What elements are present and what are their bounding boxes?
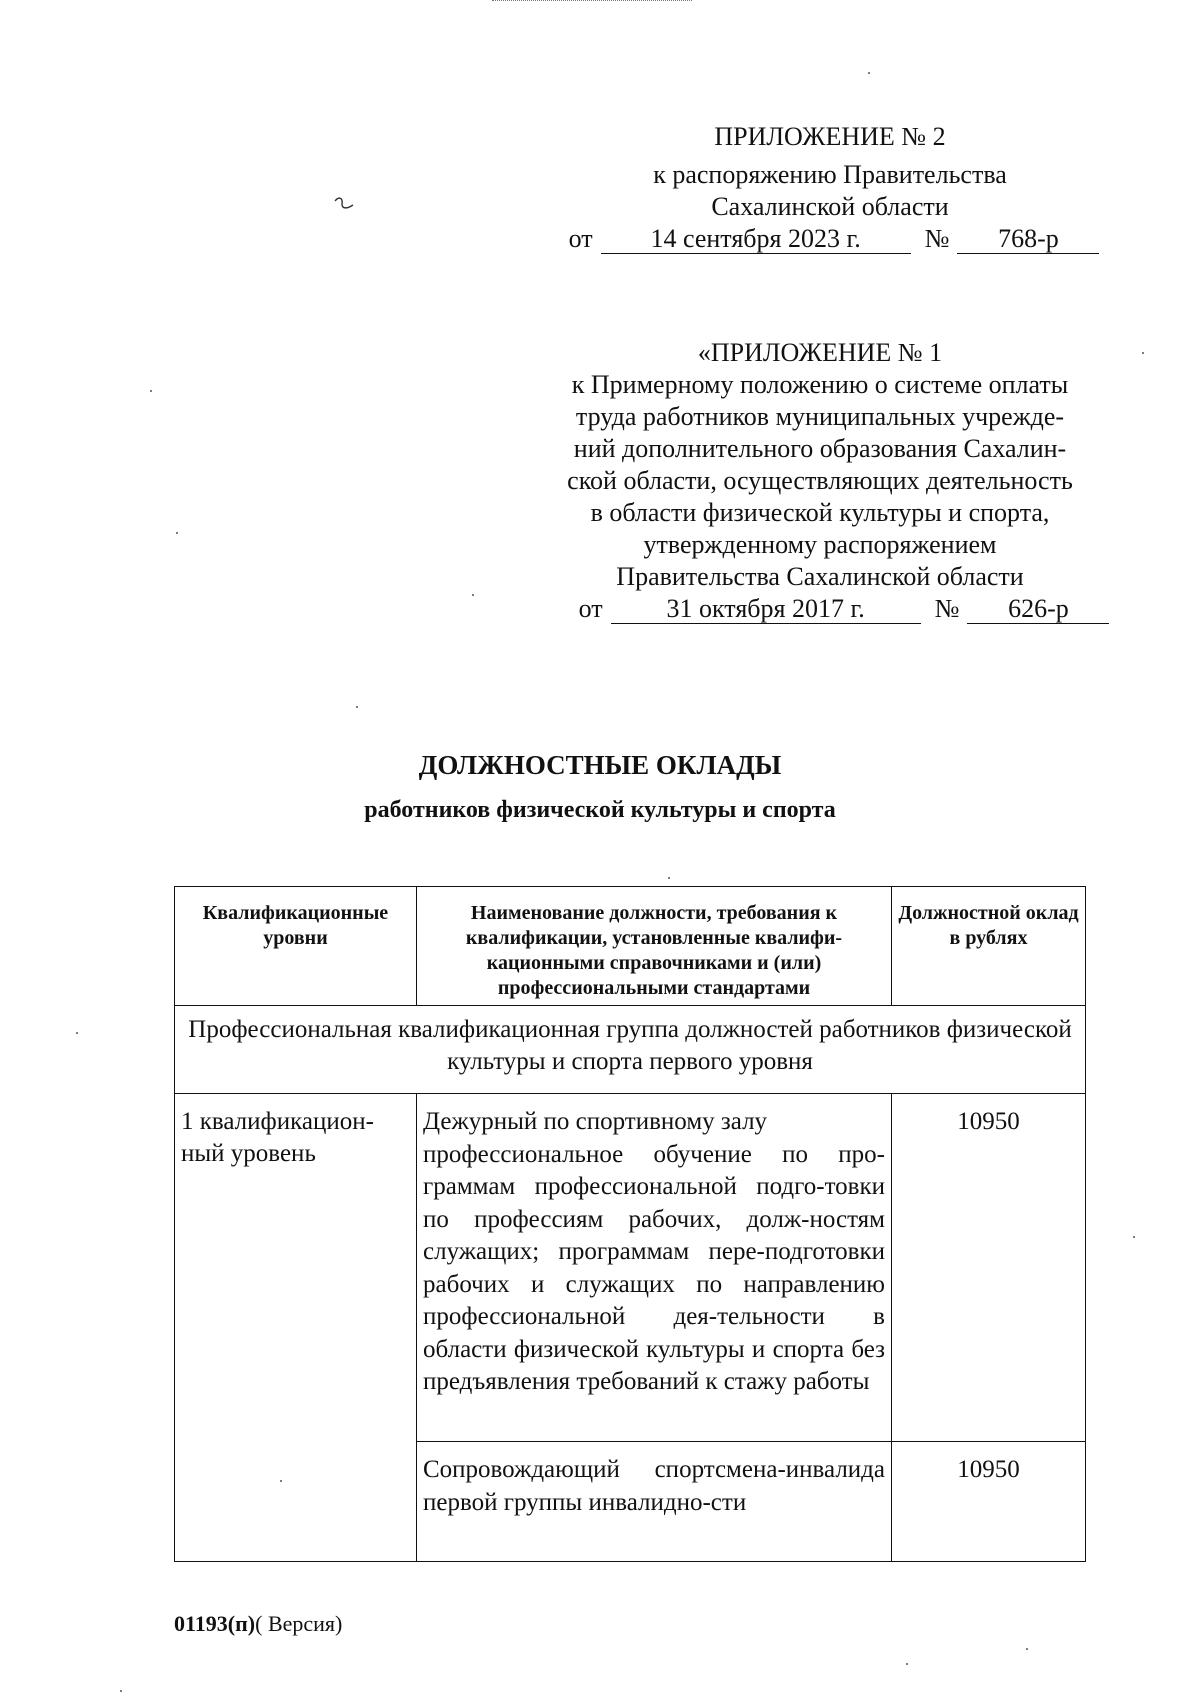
position-name: Сопровождающий спортсмена-инвалида первой группы инвалидно-сти: [423, 1456, 885, 1516]
document-code: 01193(п): [174, 1611, 256, 1636]
appendix-1-line: ской области, осуществляющих деятельность: [567, 466, 1073, 495]
scan-speck: [176, 532, 178, 534]
number-label: №: [934, 594, 960, 623]
scan-speck: [906, 1663, 908, 1665]
scan-artifact: [492, 0, 692, 3]
group-row: [175, 1006, 1086, 1094]
from-label: от: [568, 224, 593, 253]
appendix-2-reference: [530, 223, 1130, 255]
document-title: ДОЛЖНОСТНЫЕ ОКЛАДЫ: [418, 750, 782, 780]
position-description: [417, 1442, 892, 1562]
pen-mark: [333, 195, 355, 215]
salary-table: [174, 886, 1086, 1562]
table-row: [175, 1442, 1086, 1562]
document-version: ( Версия): [255, 1611, 343, 1636]
appendix-1-title: «ПРИЛОЖЕНИЕ № 1: [697, 338, 943, 367]
scan-speck: [1142, 352, 1144, 354]
column-header-levels: Квалификационные уровни: [175, 887, 417, 1006]
scan-speck: [356, 706, 358, 708]
appendix-2-date: 14 сентября 2023 г.: [601, 225, 911, 254]
group-title: Профессиональная квалификационная группа должностей работников физической культуры и спорта первого уровня: [175, 1006, 1086, 1094]
appendix-2-line: к распоряжению Правительства: [653, 160, 1007, 189]
appendix-1-reference: [550, 593, 1130, 625]
appendix-1-line: к Примерному положению о системе оплаты: [571, 370, 1069, 399]
salary-value: 10950: [892, 1094, 1086, 1442]
scan-speck: [472, 594, 474, 596]
scan-speck: [280, 1480, 282, 1482]
appendix-2-header: [530, 121, 1130, 255]
appendix-1-line: утвержденному распоряжением: [643, 530, 997, 559]
scan-speck: [1133, 1236, 1135, 1238]
appendix-2-line: Сахалинской области: [711, 192, 949, 221]
scan-speck: [668, 877, 670, 879]
column-header-salary: Должностной оклад в рублях: [892, 887, 1086, 1006]
column-header-position: Наименование должности, требования к квалификации, установленные квалифи-кационными справочниками и (или) профессиональными стандартами: [417, 887, 892, 1006]
position-name: Дежурный по спортивному залу: [423, 1108, 768, 1135]
appendix-1-line: труда работников муниципальных учрежде-: [575, 402, 1065, 431]
number-label: №: [924, 224, 950, 253]
from-label: от: [578, 594, 603, 623]
appendix-1-header: [510, 337, 1130, 625]
position-requirements: профессиональное обучение по про-граммам профессиональной подго-товки по профессиям рабочих, долж-ностям служащих; программам пере-подготовки рабочих и служащих по направлению профессиональной дея-тельности в области физической культуры и спорта без предъявления требований к стажу работы: [423, 1140, 885, 1395]
table-header-row: [175, 887, 1086, 1006]
appendix-2-number: 768-р: [957, 225, 1099, 254]
table-row: [175, 1094, 1086, 1442]
scan-speck: [76, 1032, 78, 1034]
position-description: [417, 1094, 892, 1442]
scan-speck: [868, 72, 870, 74]
appendix-1-number: 626-р: [967, 595, 1109, 624]
scan-speck: [150, 390, 152, 392]
document-footer: [174, 1610, 342, 1638]
salary-value: 10950: [892, 1442, 1086, 1562]
appendix-2-title: ПРИЛОЖЕНИЕ № 2: [714, 122, 946, 151]
appendix-1-line: в области физической культуры и спорта,: [590, 498, 1050, 527]
qualification-level-continued: [175, 1442, 417, 1562]
scan-speck: [120, 1690, 122, 1692]
appendix-1-date: 31 октября 2017 г.: [611, 595, 921, 624]
appendix-1-line: Правительства Сахалинской области: [616, 562, 1024, 591]
appendix-1-line: ний дополнительного образования Сахалин-: [573, 434, 1067, 463]
scan-speck: [1026, 1648, 1028, 1650]
qualification-level: 1 квалификацион-ный уровень: [175, 1094, 417, 1442]
document-subtitle: работников физической культуры и спорта: [364, 797, 836, 823]
